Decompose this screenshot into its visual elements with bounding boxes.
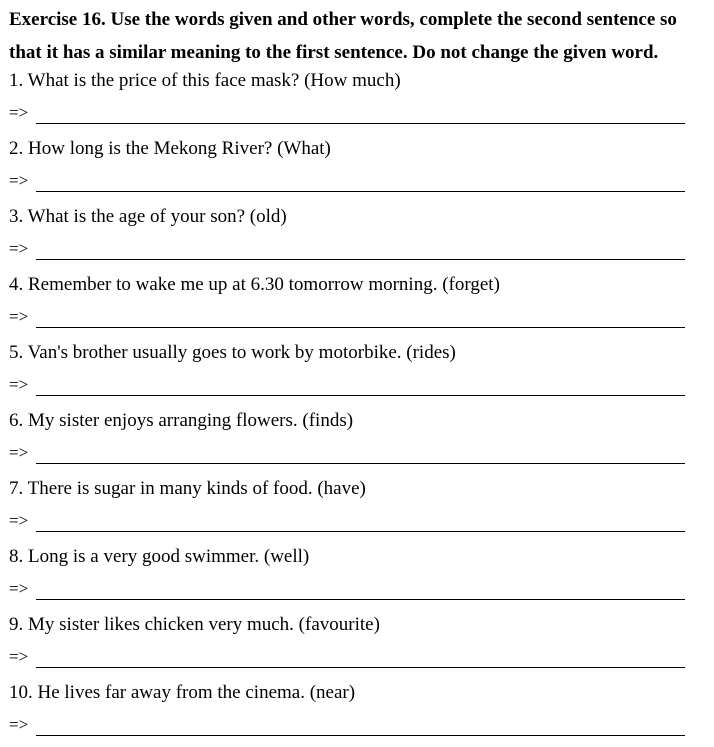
answer-row[interactable] xyxy=(9,508,685,534)
question-text: 5. Van's brother usually goes to work by motorbike. (rides) xyxy=(9,342,456,363)
answer-line[interactable] xyxy=(36,599,685,600)
answer-row[interactable] xyxy=(9,304,685,330)
answer-line[interactable] xyxy=(36,123,685,124)
question-item-5 xyxy=(0,338,714,406)
answer-line[interactable] xyxy=(36,735,685,736)
answer-row[interactable] xyxy=(9,576,685,602)
answer-arrow: => xyxy=(9,715,29,734)
question-item-1 xyxy=(0,66,714,134)
answer-line[interactable] xyxy=(36,395,685,396)
question-text: 4. Remember to wake me up at 6.30 tomorrow morning. (forget) xyxy=(9,274,500,295)
answer-row[interactable] xyxy=(9,644,685,670)
answer-arrow: => xyxy=(9,307,29,326)
exercise-title-line-1: Exercise 16. Use the words given and other words, complete the second sentence so xyxy=(9,9,677,30)
question-text: 1. What is the price of this face mask? (How much) xyxy=(9,70,401,91)
answer-line[interactable] xyxy=(36,259,685,260)
answer-arrow: => xyxy=(9,647,29,666)
answer-arrow: => xyxy=(9,375,29,394)
question-item-6 xyxy=(0,406,714,474)
answer-arrow: => xyxy=(9,511,29,530)
question-text: 3. What is the age of your son? (old) xyxy=(9,206,287,227)
answer-arrow: => xyxy=(9,171,29,190)
answer-line[interactable] xyxy=(36,531,685,532)
question-text: 2. How long is the Mekong River? (What) xyxy=(9,138,331,159)
question-item-4 xyxy=(0,270,714,338)
question-item-3 xyxy=(0,202,714,270)
answer-row[interactable] xyxy=(9,100,685,126)
question-text: 9. My sister likes chicken very much. (favourite) xyxy=(9,614,380,635)
question-item-10 xyxy=(0,678,714,746)
answer-row[interactable] xyxy=(9,372,685,398)
answer-row[interactable] xyxy=(9,168,685,194)
question-item-7 xyxy=(0,474,714,542)
question-text: 10. He lives far away from the cinema. (near) xyxy=(9,682,356,703)
question-item-9 xyxy=(0,610,714,678)
answer-line[interactable] xyxy=(36,463,685,464)
answer-row[interactable] xyxy=(9,236,685,262)
exercise-title xyxy=(9,3,709,69)
question-text: 7. There is sugar in many kinds of food. (have) xyxy=(9,478,366,499)
answer-row[interactable] xyxy=(9,440,685,466)
exercise-title-line-2: that it has a similar meaning to the first sentence. Do not change the given word. xyxy=(9,42,659,63)
answer-arrow: => xyxy=(9,239,29,258)
answer-arrow: => xyxy=(9,103,29,122)
question-text: 6. My sister enjoys arranging flowers. (finds) xyxy=(9,410,354,431)
question-text: 8. Long is a very good swimmer. (well) xyxy=(9,546,310,567)
answer-arrow: => xyxy=(9,443,29,462)
answer-line[interactable] xyxy=(36,191,685,192)
answer-row[interactable] xyxy=(9,712,685,738)
answer-arrow: => xyxy=(9,579,29,598)
answer-line[interactable] xyxy=(36,667,685,668)
question-item-2 xyxy=(0,134,714,202)
question-item-8 xyxy=(0,542,714,610)
answer-line[interactable] xyxy=(36,327,685,328)
question-list xyxy=(0,66,714,746)
